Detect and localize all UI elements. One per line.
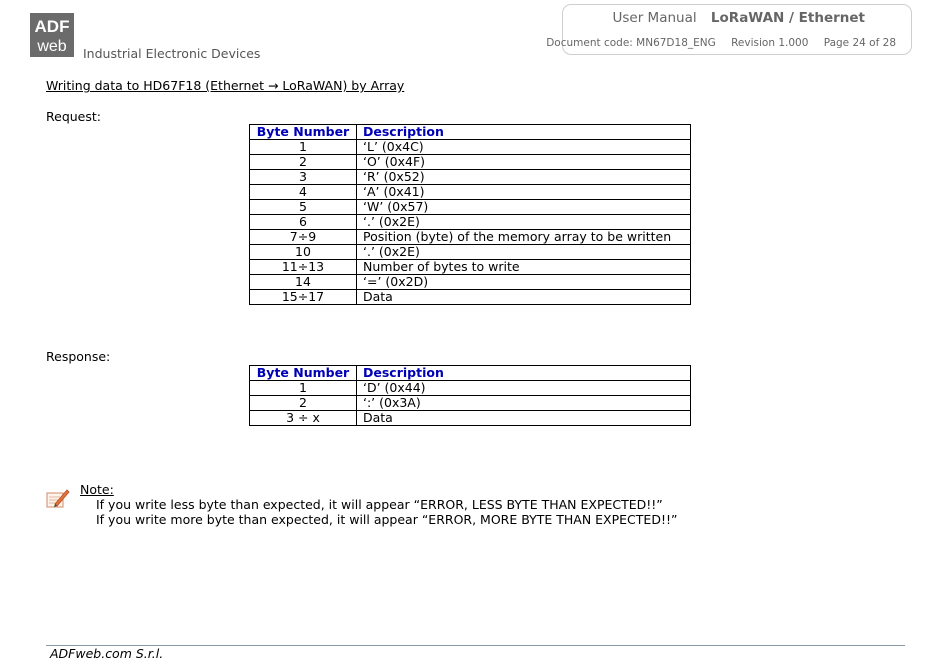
byte-number-cell: 3 ÷ x bbox=[250, 411, 357, 426]
table-header-row bbox=[250, 125, 691, 140]
description-cell: ‘W’ (0x57) bbox=[357, 200, 691, 215]
svg-text:web: web bbox=[37, 38, 67, 55]
manual-label: User Manual bbox=[612, 10, 697, 26]
table-header-row bbox=[250, 366, 691, 381]
document-meta bbox=[534, 37, 896, 49]
column-header: Byte Number bbox=[250, 125, 357, 140]
page-number: Page 24 of 28 bbox=[823, 37, 896, 49]
table-row bbox=[250, 140, 691, 155]
table-row bbox=[250, 411, 691, 426]
adfweb-logo bbox=[30, 13, 74, 57]
note-line: If you write less byte than expected, it will appear “ERROR, LESS BYTE THAN EXPECTED!!” bbox=[96, 497, 663, 512]
column-header: Description bbox=[357, 125, 691, 140]
description-cell: ‘.’ (0x2E) bbox=[357, 215, 691, 230]
description-cell: ‘R’ (0x52) bbox=[357, 170, 691, 185]
table-row bbox=[250, 275, 691, 290]
byte-number-cell: 10 bbox=[250, 245, 357, 260]
description-cell: ‘=’ (0x2D) bbox=[357, 275, 691, 290]
footer-divider bbox=[46, 645, 905, 646]
description-cell: Number of bytes to write bbox=[357, 260, 691, 275]
byte-number-cell: 6 bbox=[250, 215, 357, 230]
table-row bbox=[250, 215, 691, 230]
footer-company: ADFweb.com S.r.l. bbox=[50, 646, 164, 661]
product-name: LoRaWAN / Ethernet bbox=[710, 10, 865, 26]
description-cell: ‘:’ (0x3A) bbox=[357, 396, 691, 411]
request-table bbox=[249, 124, 691, 305]
table-row bbox=[250, 200, 691, 215]
byte-number-cell: 11÷13 bbox=[250, 260, 357, 275]
description-cell: ‘O’ (0x4F) bbox=[357, 155, 691, 170]
note-pencil-icon bbox=[45, 485, 71, 511]
request-label: Request: bbox=[46, 109, 101, 124]
description-cell: ‘A’ (0x41) bbox=[357, 185, 691, 200]
byte-number-cell: 3 bbox=[250, 170, 357, 185]
response-label: Response: bbox=[46, 349, 111, 364]
company-tagline: Industrial Electronic Devices bbox=[83, 46, 261, 61]
note-line: If you write more byte than expected, it will appear “ERROR, MORE BYTE THAN EXPECTED!!” bbox=[96, 512, 678, 527]
byte-number-cell: 2 bbox=[250, 155, 357, 170]
byte-number-cell: 2 bbox=[250, 396, 357, 411]
svg-text:ADF: ADF bbox=[34, 17, 70, 36]
table-row bbox=[250, 245, 691, 260]
table-row bbox=[250, 185, 691, 200]
description-cell: Data bbox=[357, 290, 691, 305]
description-cell: ‘.’ (0x2E) bbox=[357, 245, 691, 260]
table-row bbox=[250, 260, 691, 275]
byte-number-cell: 1 bbox=[250, 381, 357, 396]
response-table bbox=[249, 365, 691, 426]
byte-number-cell: 4 bbox=[250, 185, 357, 200]
manual-title bbox=[613, 10, 866, 26]
description-cell: Data bbox=[357, 411, 691, 426]
byte-number-cell: 5 bbox=[250, 200, 357, 215]
note-title: Note: bbox=[80, 482, 114, 497]
column-header: Description bbox=[357, 366, 691, 381]
document-header-box bbox=[546, 4, 912, 55]
section-title: Writing data to HD67F18 (Ethernet → LoRaWAN) by Array bbox=[46, 78, 405, 93]
revision: Revision 1.000 bbox=[731, 37, 809, 49]
table-row bbox=[250, 155, 691, 170]
byte-number-cell: 1 bbox=[250, 140, 357, 155]
table-row bbox=[250, 230, 691, 245]
column-header: Byte Number bbox=[250, 366, 357, 381]
table-row bbox=[250, 396, 691, 411]
description-cell: Position (byte) of the memory array to be written bbox=[357, 230, 691, 245]
byte-number-cell: 7÷9 bbox=[250, 230, 357, 245]
table-row bbox=[250, 381, 691, 396]
description-cell: ‘D’ (0x44) bbox=[357, 381, 691, 396]
description-cell: ‘L’ (0x4C) bbox=[357, 140, 691, 155]
table-row bbox=[250, 290, 691, 305]
byte-number-cell: 14 bbox=[250, 275, 357, 290]
byte-number-cell: 15÷17 bbox=[250, 290, 357, 305]
document-code: Document code: MN67D18_ENG bbox=[546, 37, 716, 49]
table-row bbox=[250, 170, 691, 185]
